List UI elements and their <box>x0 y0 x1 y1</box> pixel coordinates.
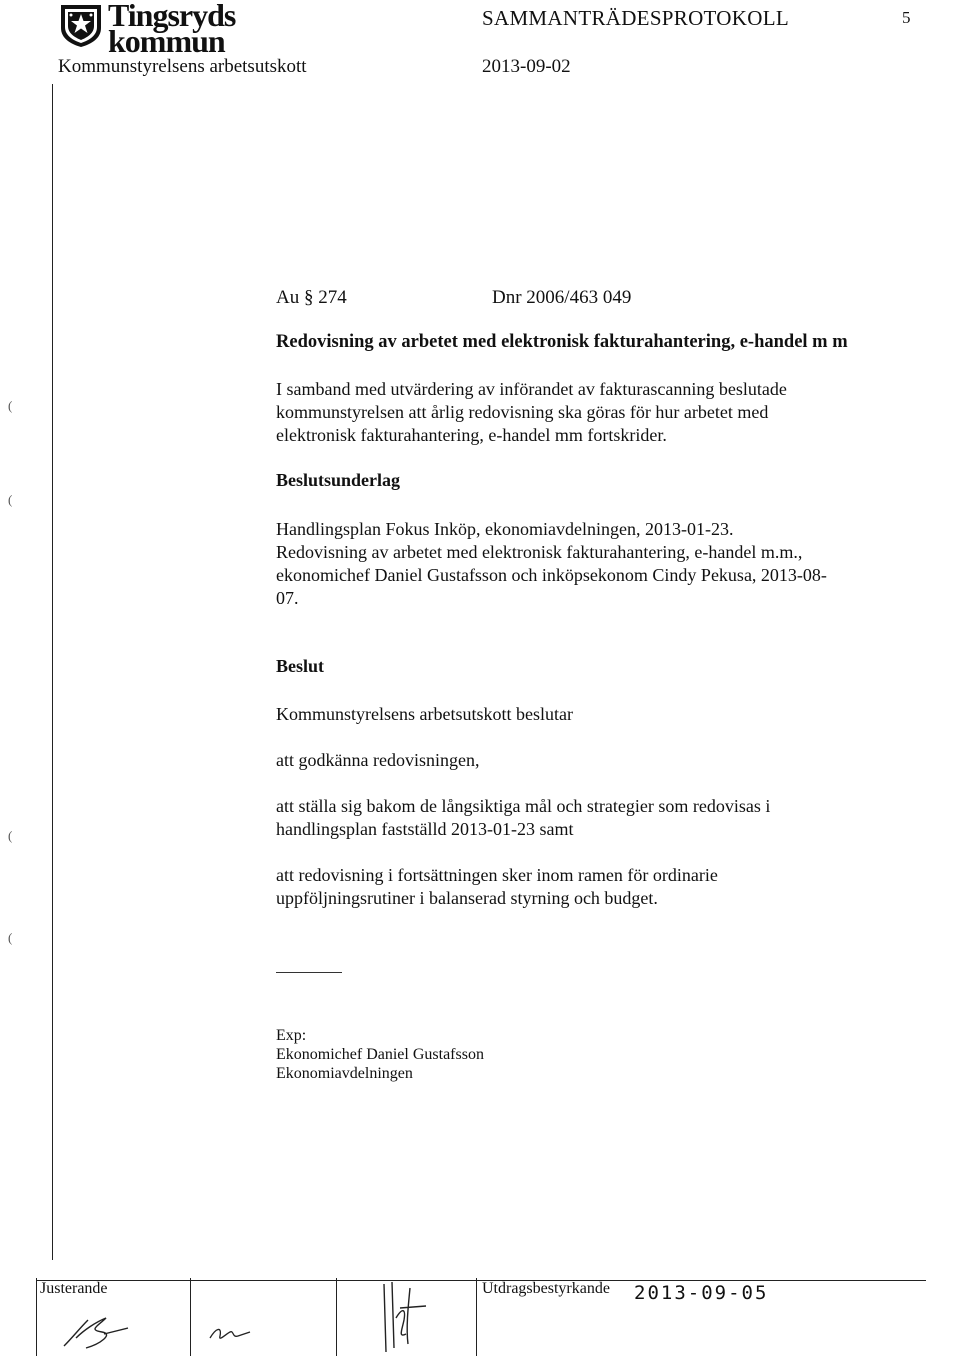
footer-top-line <box>36 1280 926 1281</box>
margin-line <box>52 84 53 1260</box>
signature-2 <box>206 1316 266 1346</box>
basis-line: ekonomichef Daniel Gustafsson och inköpsekonom Cindy Pekusa, 2013-08- <box>276 565 827 585</box>
signature-footer <box>36 1278 960 1356</box>
justerande-label: Justerande <box>40 1280 108 1297</box>
scan-mark: ( <box>8 398 13 413</box>
section-title: Redovisning av arbetet med elektronisk fakturahantering, e-handel m m <box>276 332 848 352</box>
decision-item: handlingsplan fastställd 2013-01-23 samt <box>276 819 574 839</box>
intro-line: I samband med utvärdering av införandet av fakturascanning beslutade <box>276 379 787 399</box>
intro-line: kommunstyrelsen att årlig redovisning ska göras för hur arbetet med <box>276 402 769 422</box>
decision-intro: Kommunstyrelsens arbetsutskott beslutar <box>276 704 573 724</box>
logo-text-line1: Tingsryds <box>108 0 236 33</box>
decision-item: att ställa sig bakom de långsiktiga mål och strategier som redovisas i <box>276 796 771 816</box>
basis-line: Handlingsplan Fokus Inköp, ekonomiavdelningen, 2013-01-23. <box>276 519 734 539</box>
paragraph-ref: Au § 274 <box>276 287 347 308</box>
footer-divider <box>476 1278 477 1356</box>
decision-item: att godkänna redovisningen, <box>276 750 480 770</box>
footer-divider <box>336 1278 337 1356</box>
distribution-line: Ekonomichef Daniel Gustafsson <box>276 1046 484 1063</box>
decision-item: att redovisning i fortsättningen sker inom ramen för ordinarie <box>276 865 718 885</box>
basis-heading: Beslutsunderlag <box>276 470 401 490</box>
diary-number: Dnr 2006/463 049 <box>492 287 632 308</box>
utdrag-date: 2013-09-05 <box>634 1282 769 1304</box>
basis-line: 07. <box>276 588 299 608</box>
footer-divider <box>190 1278 191 1356</box>
logo-text-line2: kommun <box>108 23 225 59</box>
meeting-date: 2013-09-02 <box>482 56 571 77</box>
footer-divider <box>36 1278 37 1356</box>
intro-line: elektronisk fakturahantering, e-handel mm fortskrider. <box>276 425 667 445</box>
page-number: 5 <box>902 8 911 27</box>
scan-mark: ( <box>8 492 13 507</box>
document-type: SAMMANTRÄDESPROTOKOLL <box>482 6 789 30</box>
signature-1 <box>58 1308 138 1352</box>
basis-line: Redovisning av arbetet med elektronisk fakturahantering, e-handel m.m., <box>276 542 803 562</box>
scan-mark: ( <box>8 828 13 843</box>
decision-item: uppföljningsrutiner i balanserad styrning och budget. <box>276 888 658 908</box>
municipal-crest-icon <box>58 2 104 48</box>
decision-heading: Beslut <box>276 656 325 676</box>
signature-3 <box>376 1278 436 1356</box>
scan-mark: ( <box>8 930 13 945</box>
organization-name: Kommunstyrelsens arbetsutskott <box>58 56 307 77</box>
distribution-line: Ekonomiavdelningen <box>276 1065 413 1082</box>
separator-rule <box>276 972 342 973</box>
distribution-label: Exp: <box>276 1027 307 1044</box>
utdragsbestyrkande-label: Utdragsbestyrkande <box>482 1280 610 1297</box>
